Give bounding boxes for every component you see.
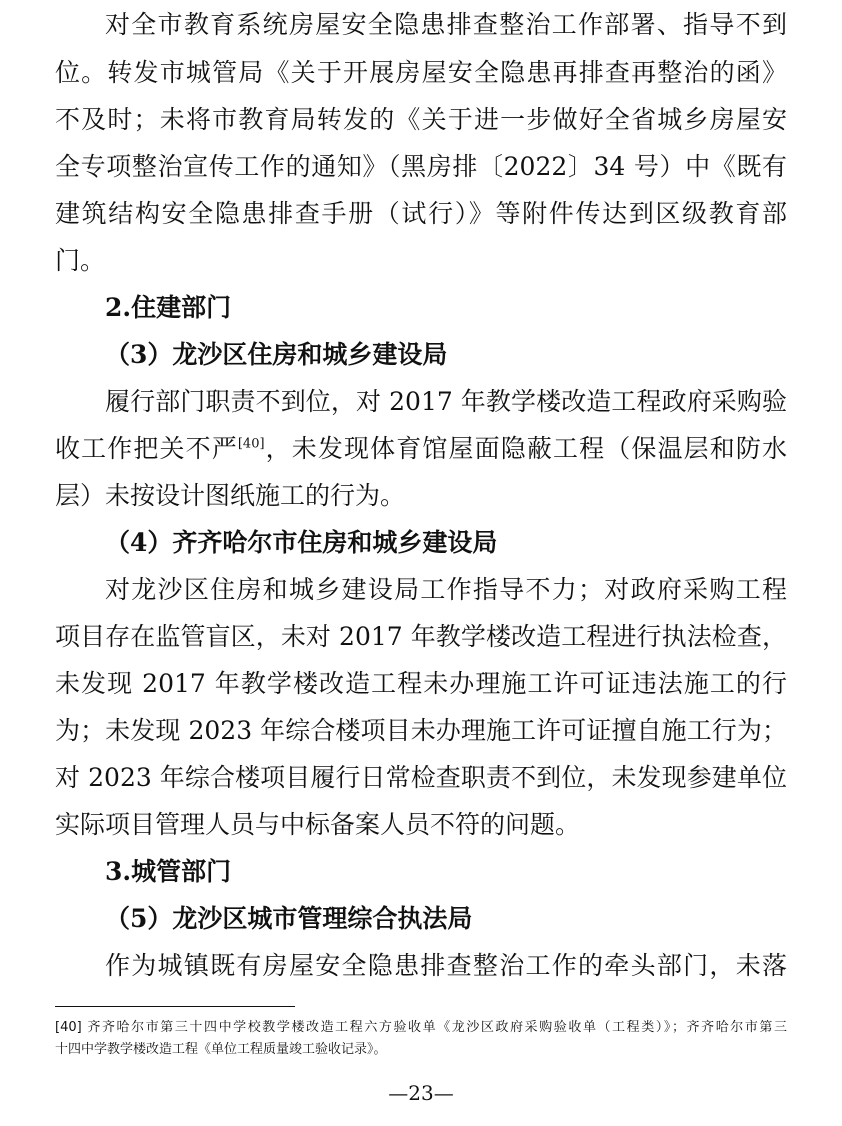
paragraph-line: 全专项整治宣传工作的通知》（黑房排〔2022〕34 号）中《既有	[55, 152, 787, 181]
paragraph-line: 位。转发市城管局《关于开展房屋安全隐患再排查再整治的函》	[55, 58, 787, 87]
paragraph-line: 层）未按设计图纸施工的行为。	[55, 481, 406, 510]
paragraph-line: 建筑结构安全隐患排查手册（试行）》等附件传达到区级教育部	[55, 199, 787, 228]
paragraph-line: 对龙沙区住房和城乡建设局工作指导不力；对政府采购工程	[105, 575, 787, 604]
footnote-divider	[55, 1006, 295, 1007]
footnote-line: [40] 齐齐哈尔市第三十四中学校教学楼改造工程六方验收单《龙沙区政府采购验收单（工程类）》；齐齐哈尔市第三	[55, 1020, 787, 1035]
page-number: —23—	[388, 1081, 454, 1105]
paragraph-text: 收工作把关不严	[55, 434, 238, 463]
paragraph-line: 对 2023 年综合楼项目履行日常检查职责不到位，未发现参建单位	[55, 763, 787, 792]
paragraph-line: 不及时；未将市教育局转发的《关于进一步做好全省城乡房屋安	[55, 105, 787, 134]
subsection-heading: （4）齐齐哈尔市住房和城乡建设局	[105, 528, 498, 557]
paragraph-line: 对全市教育系统房屋安全隐患排查整治工作部署、指导不到	[105, 10, 787, 39]
section-heading: 2.住建部门	[105, 293, 232, 322]
subsection-heading: （3）龙沙区住房和城乡建设局	[105, 340, 448, 369]
paragraph-line: 作为城镇既有房屋安全隐患排查整治工作的牵头部门，未落	[105, 951, 787, 980]
paragraph-line	[55, 434, 787, 464]
paragraph-line: 实际项目管理人员与中标备案人员不符的问题。	[55, 810, 581, 839]
paragraph-line: 履行部门职责不到位，对 2017 年教学楼改造工程政府采购验	[105, 387, 787, 416]
paragraph-line: 项目存在监管盲区，未对 2017 年教学楼改造工程进行执法检查，	[55, 622, 787, 651]
section-heading: 3.城管部门	[105, 857, 232, 886]
subsection-heading: （5）龙沙区城市管理综合执法局	[105, 904, 473, 933]
paragraph-line: 为；未发现 2023 年综合楼项目未办理施工许可证擅自施工行为；	[55, 716, 787, 745]
paragraph-text: ，未发现体育馆屋面隐蔽工程（保温层和防水	[264, 434, 787, 463]
footnote-line: 十四中学教学楼改造工程《单位工程质量竣工验收记录》。	[55, 1042, 387, 1057]
paragraph-line: 未发现 2017 年教学楼改造工程未办理施工许可证违法施工的行	[55, 669, 787, 698]
footnote-marker[interactable]: [40]	[237, 436, 265, 452]
paragraph-line: 门。	[55, 246, 106, 275]
